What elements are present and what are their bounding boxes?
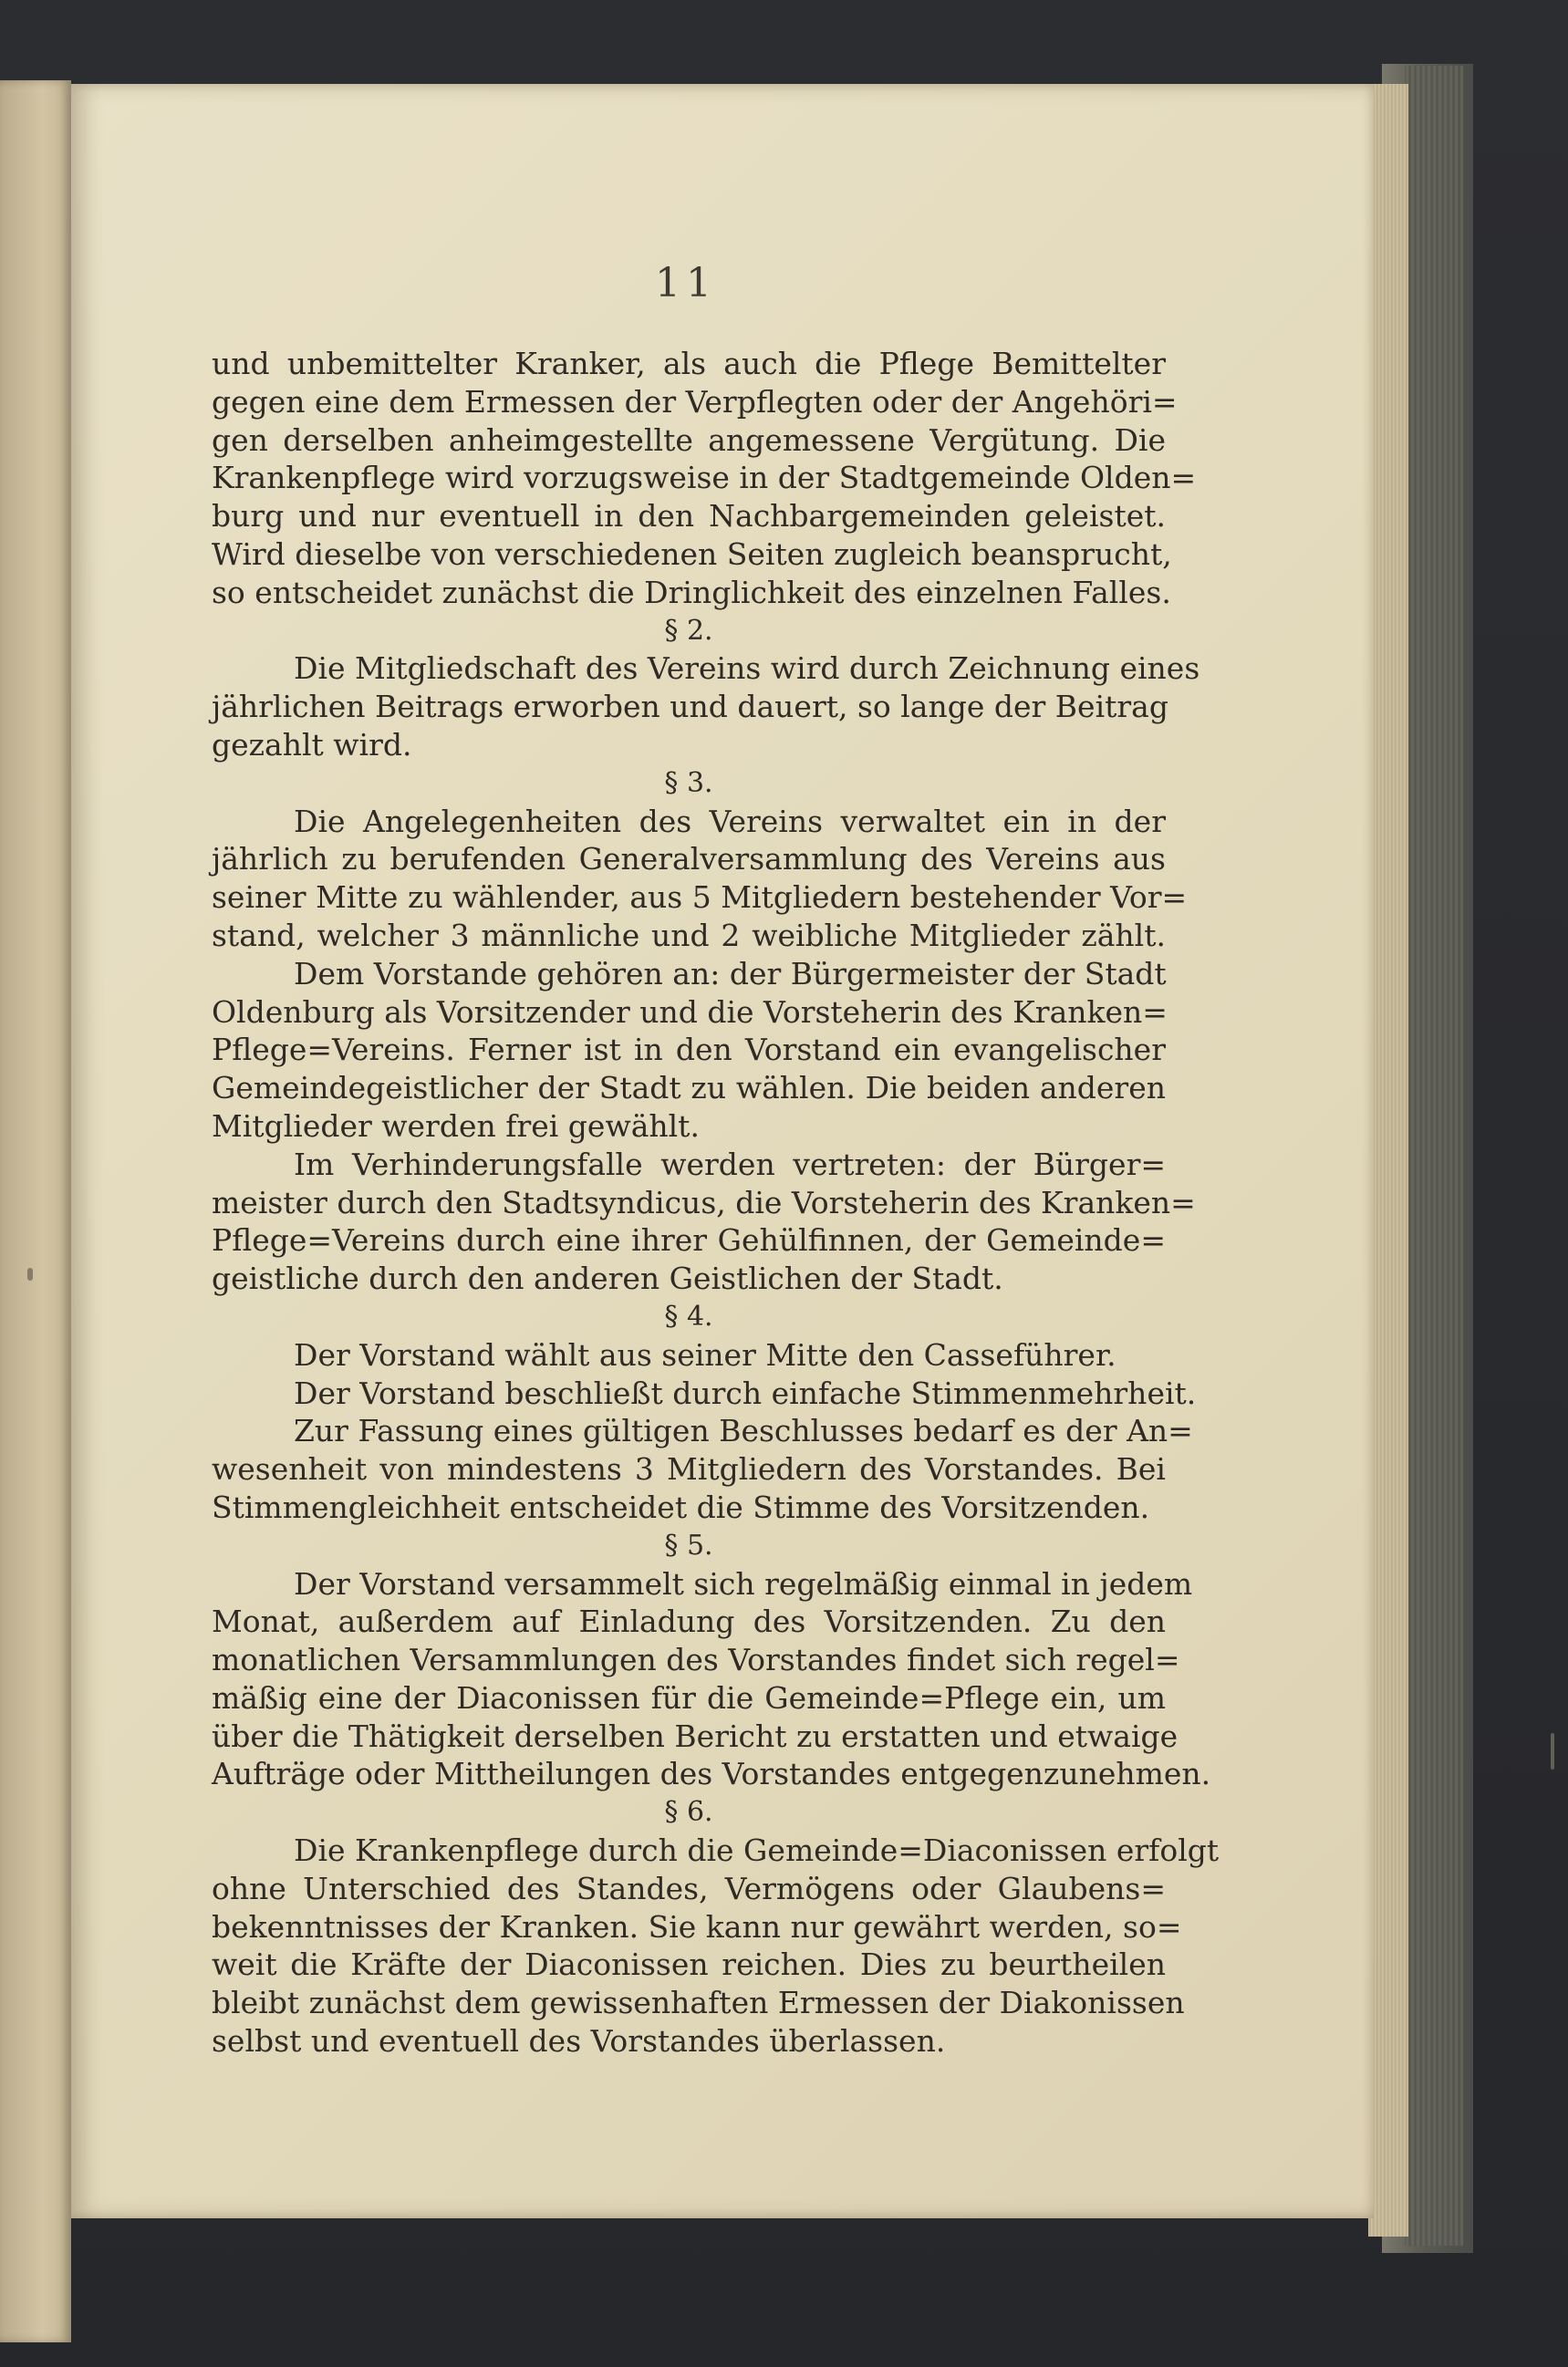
text-line: Der Vorstand versammelt sich regelmäßig einmal in jedem <box>294 1565 1193 1602</box>
text-line: bekenntnisses der Kranken. Sie kann nur gewährt werden, so= <box>212 1908 1182 1945</box>
text-line: mäßig eine der Diaconissen für die Gemeinde=Pflege ein, um <box>212 1679 1166 1716</box>
section-heading: § 6. <box>664 1796 713 1829</box>
text-line: jährlichen Beitrags erworben und dauert, so lange der Beitrag <box>212 689 1168 725</box>
text-line: Im Verhinderungsfalle werden vertreten: der Bürger= <box>294 1146 1166 1182</box>
text-line: geistliche durch den anderen Geistlichen der Stadt. <box>212 1261 1003 1297</box>
text-line: Pflege=Vereins. Ferner ist in den Vorstand ein evangelischer <box>212 1032 1166 1068</box>
text-line: wesenheit von mindestens 3 Mitgliedern des Vorstandes. Bei <box>212 1451 1166 1488</box>
section-heading: § 2. <box>664 614 713 647</box>
ink-speck <box>27 1268 33 1281</box>
text-line: jährlich zu berufenden Generalversammlung des Vereins aus <box>212 841 1166 877</box>
page-text <box>212 345 1220 2061</box>
text-line: Krankenpflege wird vorzugsweise in der Stadtgemeinde Olden= <box>212 460 1197 496</box>
text-line: monatlichen Versammlungen des Vorstandes findet sich regel= <box>212 1642 1180 1678</box>
text-line: burg und nur eventuell in den Nachbargemeinden geleistet. <box>212 498 1166 535</box>
section-heading: § 3. <box>664 766 713 799</box>
text-line: ohne Unterschied des Standes, Vermögens oder Glaubens= <box>212 1870 1166 1906</box>
page-number: 11 <box>655 260 717 306</box>
text-line: Dem Vorstande gehören an: der Bürgermeister der Stadt <box>294 955 1167 991</box>
text-line: Stimmengleichheit entscheidet die Stimme des Vorsitzenden. <box>212 1489 1150 1525</box>
page-stack-edge <box>1368 84 1408 2237</box>
text-line: gen derselben anheimgestellte angemessene Vergütung. Die <box>212 421 1166 458</box>
text-line: Mitglieder werden frei gewählt. <box>212 1107 700 1144</box>
text-line: Oldenburg als Vorsitzender und die Vorsteherin des Kranken= <box>212 993 1168 1030</box>
book-cover-edge <box>1405 66 1463 2246</box>
text-line: gezahlt wird. <box>212 726 412 763</box>
section-heading: § 4. <box>664 1300 713 1333</box>
section-heading: § 5. <box>664 1529 713 1562</box>
text-line: Die Krankenpflege durch die Gemeinde=Diaconissen erfolgt <box>294 1832 1220 1869</box>
text-line: Zur Fassung eines gültigen Beschlusses bedarf es der An= <box>294 1413 1193 1449</box>
text-line: Wird dieselbe von verschiedenen Seiten zugleich beansprucht, <box>212 535 1172 572</box>
text-line: meister durch den Stadtsyndicus, die Vorsteherin des Kranken= <box>212 1184 1196 1220</box>
text-line: und unbemittelter Kranker, als auch die Pflege Bemittelter <box>212 346 1166 381</box>
text-line: selbst und eventuell des Vorstandes überlassen. <box>212 2023 946 2060</box>
text-line: Die Mitgliedschaft des Vereins wird durch Zeichnung eines <box>294 650 1200 687</box>
text-line: gegen eine dem Ermessen der Verpflegten oder der Angehöri= <box>212 383 1178 420</box>
text-line: Der Vorstand wählt aus seiner Mitte den Casseführer. <box>294 1336 1116 1373</box>
text-line: über die Thätigkeit derselben Bericht zu erstatten und etwaige <box>212 1718 1179 1754</box>
text-line: stand, welcher 3 männliche und 2 weibliche Mitglieder zählt. <box>212 917 1166 953</box>
text-line: weit die Kräfte der Diaconissen reichen. Dies zu beurtheilen <box>212 1947 1166 1983</box>
text-line: so entscheidet zunächst die Dringlichkeit des einzelnen Falles. <box>212 574 1171 610</box>
previous-page-edge <box>0 80 71 2342</box>
text-line: bleibt zunächst dem gewissenhaften Ermessen der Diakonissen <box>212 1985 1185 2021</box>
text-line: Gemeindegeistlicher der Stadt zu wählen. Die beiden anderen <box>212 1070 1166 1106</box>
text-line: Monat, außerdem auf Einladung des Vorsitzenden. Zu den <box>212 1604 1166 1640</box>
text-line: Die Angelegenheiten des Vereins verwaltet ein in der <box>294 803 1166 839</box>
text-line: Der Vorstand beschließt durch einfache Stimmenmehrheit. <box>294 1375 1197 1411</box>
text-line: Pflege=Vereins durch eine ihrer Gehülfinnen, der Gemeinde= <box>212 1222 1166 1259</box>
text-line: Aufträge oder Mittheilungen des Vorstandes entgegenzunehmen. <box>212 1756 1211 1792</box>
ink-speck <box>1551 1733 1554 1770</box>
text-line: seiner Mitte zu wählender, aus 5 Mitgliedern bestehender Vor= <box>212 879 1188 916</box>
